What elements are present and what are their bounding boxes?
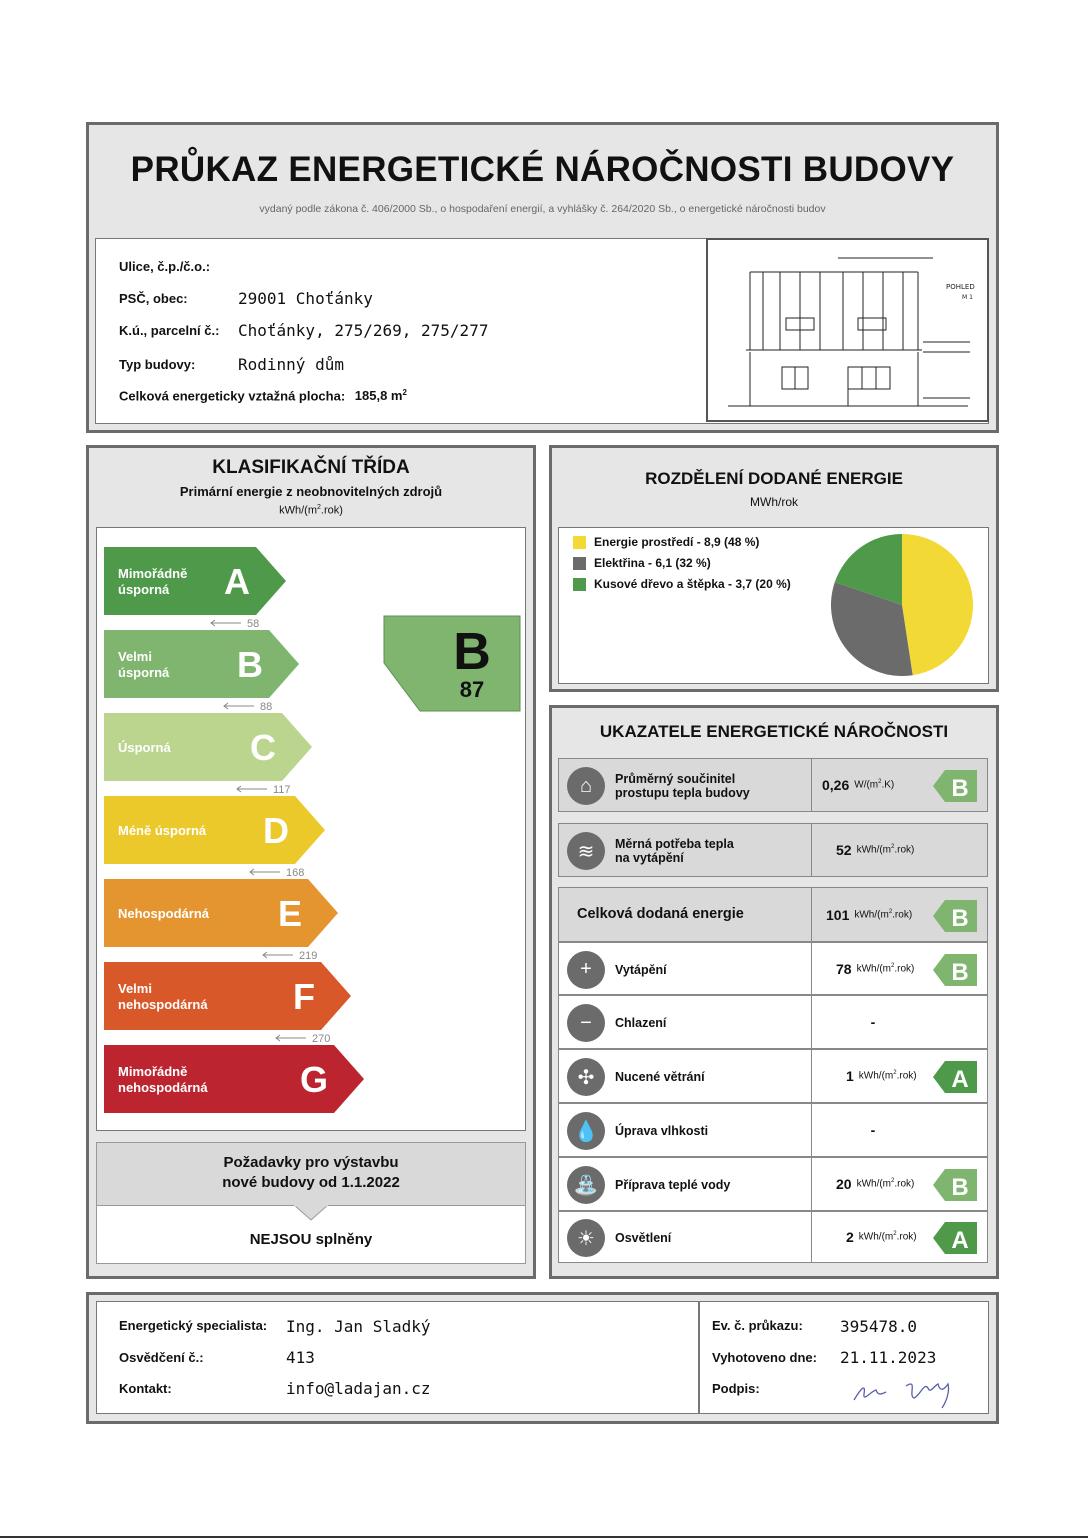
classification-subtitle: Primární energie z neobnovitelných zdrojů <box>179 484 443 499</box>
indicator-label: Nucené větrání <box>615 1070 705 1084</box>
class-label: úsporná <box>118 582 170 597</box>
indicator-row <box>558 1211 988 1263</box>
indicator-class-badge <box>933 954 977 986</box>
class-label: nehospodárná <box>118 997 208 1012</box>
contact-value: info@ladajan.cz <box>286 1379 431 1398</box>
ku-value: Choťánky, 275/269, 275/277 <box>238 321 489 340</box>
heating-thermometer-icon: + <box>567 951 605 989</box>
contact-label: Kontakt: <box>119 1381 172 1396</box>
psc-value: 29001 Choťánky <box>238 289 373 308</box>
indicator-row <box>558 1103 988 1157</box>
threshold-value: 270 <box>312 1033 331 1045</box>
building-drawing-frame <box>706 238 989 422</box>
ev-value: 395478.0 <box>840 1317 918 1336</box>
legend-wood: Kusové dřevo a štěpka - 3,7 (20 %) <box>594 577 791 591</box>
classification-unit-prefix: kWh/(m <box>279 504 317 517</box>
indicator-class-badge <box>933 1061 977 1093</box>
result-class-value: 87 <box>459 677 485 702</box>
legend-electricity: Elektřina - 6,1 (32 %) <box>594 556 711 570</box>
threshold-marker <box>250 867 304 879</box>
legend-swatch-wood <box>573 578 586 591</box>
pie-slice-0 <box>902 534 973 675</box>
indicator-row <box>558 1157 988 1211</box>
threshold-marker <box>263 950 317 962</box>
class-label: nehospodárná <box>118 1080 208 1095</box>
cert-label: Osvědčení č.: <box>119 1350 204 1365</box>
class-label: Úsporná <box>118 740 171 755</box>
class-letter: B <box>237 644 263 685</box>
indicator-row <box>558 942 988 995</box>
document-title: PRŮKAZ ENERGETICKÉ NÁROČNOSTI BUDOVY <box>130 150 955 189</box>
date-value: 21.11.2023 <box>840 1348 937 1367</box>
class-letter: E <box>277 893 302 934</box>
svg-text:B: B <box>951 1174 969 1201</box>
class-letter: D <box>263 810 289 851</box>
threshold-value: 117 <box>273 784 291 796</box>
svg-text:A: A <box>951 1227 969 1254</box>
humidity-icon: 💧 <box>567 1112 605 1150</box>
house-icon: ⌂ <box>567 767 605 805</box>
classification-unit-sup: 2 <box>316 504 321 511</box>
energy-pie-chart <box>827 530 977 680</box>
requirement-result: NEJSOU splněny <box>249 1231 373 1248</box>
energy-split-unit: MWh/rok <box>750 495 798 509</box>
indicator-value: 2 kWh/$(m^2.rok)$ <box>811 1212 933 1262</box>
class-letter: C <box>250 727 276 768</box>
legend-swatch-electricity <box>573 557 586 570</box>
class-letter: A <box>224 561 250 602</box>
result-class-arrow <box>384 616 520 711</box>
indicator-label: Osvětlení <box>615 1231 672 1245</box>
cooling-thermometer-icon: − <box>567 1004 605 1042</box>
area-label: Celková energeticky vztažná plocha: <box>119 388 346 404</box>
fan-icon: ✣ <box>567 1058 605 1096</box>
indicator-label: Celková dodaná energie <box>577 905 744 922</box>
indicator-label: Měrná potřeba tepla na vytápění <box>615 837 734 865</box>
indicator-class-badge <box>933 900 977 932</box>
lightbulb-icon: ☀ <box>567 1219 605 1257</box>
indicator-value: 101 kWh/$(m^2.rok)$ <box>811 888 933 941</box>
specialist-label: Energetický specialista: <box>119 1318 268 1333</box>
class-bar-a <box>104 547 286 615</box>
ku-label: K.ú., parcelní č.: <box>119 323 220 338</box>
page-bottom-rule <box>0 1536 1088 1538</box>
classification-unit-suffix: .rok) <box>320 504 343 517</box>
class-label: úsporná <box>118 665 170 680</box>
requirement-title-2: nové budovy od 1.1.2022 <box>222 1174 400 1191</box>
specialist-value: Ing. Jan Sladký <box>286 1317 431 1336</box>
energy-split-title: ROZDĚLENÍ DODANÉ ENERGIE <box>645 469 903 488</box>
requirement-title-1: Požadavky pro výstavbu <box>223 1154 399 1171</box>
indicator-class-badge <box>933 770 977 802</box>
indicator-value: 78 kWh/$(m^2.rok)$ <box>811 943 933 994</box>
svg-text:B: B <box>951 904 969 932</box>
indicator-row <box>558 1049 988 1103</box>
class-letter: G <box>299 1059 328 1100</box>
indicator-label: Chlazení <box>615 1016 667 1030</box>
threshold-value: 58 <box>247 618 260 630</box>
indicator-label: Vytápění <box>615 962 667 977</box>
class-label: Velmi <box>118 649 152 664</box>
classification-unit <box>86 504 536 517</box>
area-row <box>119 388 407 403</box>
class-bar-d <box>104 796 325 864</box>
area-sup: 2 <box>402 388 407 397</box>
legend-swatch-environment <box>573 536 586 549</box>
class-bar-b <box>104 630 299 698</box>
heat-demand-icon: ≋ <box>567 832 605 870</box>
indicator-label: Příprava teplé vody <box>615 1178 731 1192</box>
threshold-value: 88 <box>260 701 273 713</box>
indicator-row <box>558 758 988 812</box>
indicator-class-badge <box>933 1222 977 1254</box>
threshold-marker <box>237 784 291 796</box>
street-label: Ulice, č.p./č.o.: <box>119 259 211 274</box>
class-bar-g <box>104 1045 364 1113</box>
indicator-value: 0,26 $W/(m^2.K)$ <box>811 759 933 811</box>
classification-title: KLASIFIKAČNÍ TŘÍDA <box>212 457 410 478</box>
indicator-value: - <box>811 996 934 1048</box>
faucet-icon: ⛲ <box>567 1166 605 1204</box>
indicator-value: - <box>811 1104 934 1156</box>
drawing-text-2: M 1 <box>962 294 973 301</box>
result-class-letter: B <box>453 623 491 681</box>
svg-text:B: B <box>951 775 969 802</box>
threshold-value: 219 <box>299 950 318 962</box>
threshold-value: 168 <box>286 867 305 879</box>
indicators-title: UKAZATELE ENERGETICKÉ NÁROČNOSTI <box>599 722 949 741</box>
building-type-value: Rodinný dům <box>238 355 344 374</box>
indicator-value: 20 kWh/$(m^2.rok)$ <box>811 1158 933 1210</box>
ev-label: Ev. č. průkazu: <box>712 1318 803 1333</box>
class-bar-e <box>104 879 338 947</box>
area-value: 185,8 m <box>354 388 403 404</box>
drawing-text-1: POHLED <box>946 283 975 291</box>
class-label: Méně úsporná <box>118 823 207 838</box>
indicator-row <box>558 823 988 877</box>
class-label: Mimořádně <box>118 1064 188 1079</box>
class-bar-f <box>104 962 351 1030</box>
cert-value: 413 <box>286 1348 315 1367</box>
threshold-marker <box>276 1033 330 1045</box>
class-scale <box>96 527 536 1131</box>
svg-text:A: A <box>951 1066 969 1093</box>
class-label: Velmi <box>118 981 152 996</box>
legend-environment: Energie prostředí - 8,9 (48 %) <box>594 535 760 549</box>
indicator-value: 52 kWh/$(m^2.rok)$ <box>811 824 933 876</box>
svg-text:B: B <box>951 958 969 986</box>
class-label: Nehospodárná <box>118 906 210 921</box>
requirement-pointer-icon <box>294 1205 328 1221</box>
class-label: Mimořádně <box>118 566 188 581</box>
date-label: Vyhotoveno dne: <box>712 1350 817 1365</box>
sign-label: Podpis: <box>712 1381 760 1396</box>
building-elevation-drawing <box>708 240 987 420</box>
indicator-value: 1 kWh/$(m^2.rok)$ <box>811 1050 933 1102</box>
indicator-label: Průměrný součinitel prostupu tepla budovy <box>615 772 750 800</box>
indicator-row <box>558 995 988 1049</box>
class-bar-c <box>104 713 312 781</box>
document-subtitle: vydaný podle zákona č. 406/2000 Sb., o hospodaření energií, a vyhlášky č. 264/2020 Sb., o energetické náročnosti budov <box>259 203 826 215</box>
building-type-label: Typ budovy: <box>119 357 196 372</box>
indicator-row <box>558 887 988 942</box>
psc-label: PSČ, obec: <box>119 291 188 306</box>
indicator-label: Úprava vlhkosti <box>615 1124 709 1138</box>
signature <box>848 1372 968 1412</box>
threshold-marker <box>224 701 272 713</box>
indicator-class-badge <box>933 1169 977 1201</box>
class-letter: F <box>293 976 315 1017</box>
threshold-marker <box>211 618 259 630</box>
